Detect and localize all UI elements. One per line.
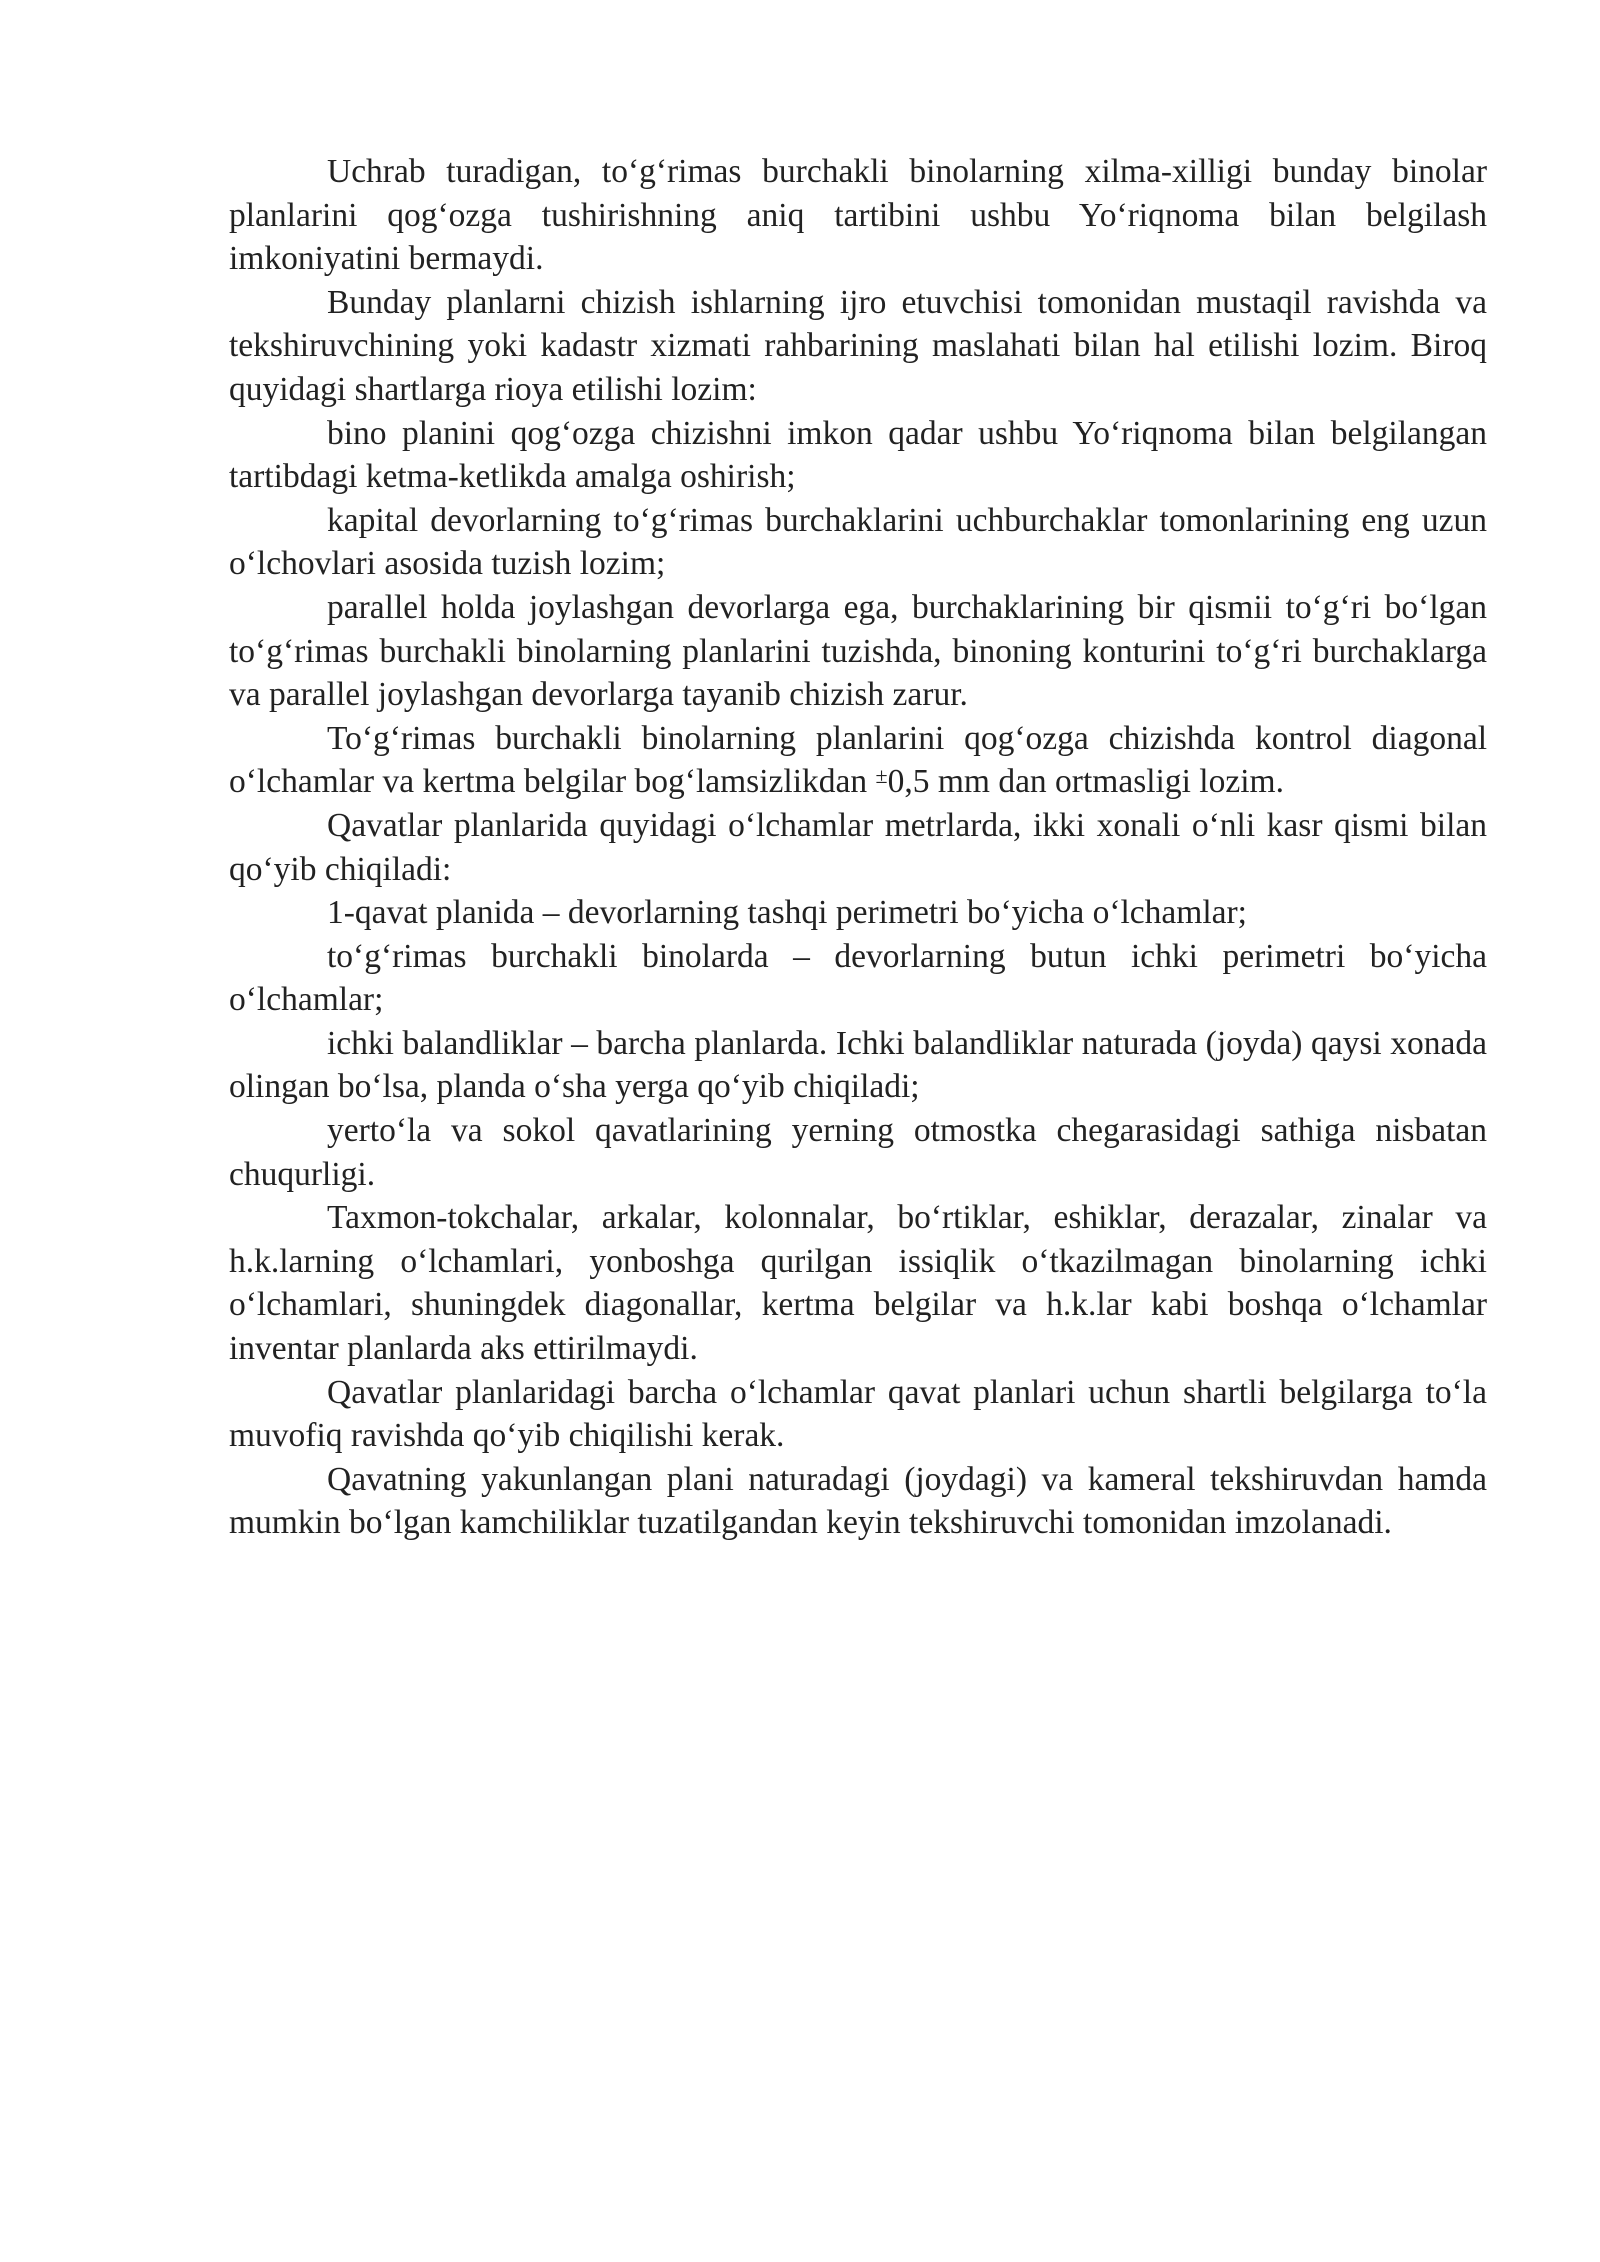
- paragraph: bino planini qog‘ozga chizishni imkon qadar ushbu Yo‘riqnoma bilan belgilangan tartibdagi ketma-ketlikda amalga oshirish;: [229, 414, 1487, 496]
- paragraph: Qavatlar planlaridagi barcha o‘lchamlar qavat planlari uchun shartli belgilarga to‘la muvofiq ravishda qo‘yib chiqilishi kerak.: [229, 1373, 1487, 1455]
- paragraph: yerto‘la va sokol qavatlarining yerning otmostka chegarasidagi sathiga nisbatan chuqurligi.: [229, 1112, 1487, 1193]
- tolerance-paragraph: [229, 717, 1487, 804]
- paragraph: to‘g‘rimas burchakli binolarda – devorlarning butun ichki perimetri bo‘yicha o‘lchamlar;: [229, 937, 1487, 1019]
- paragraph: ichki balandliklar – barcha planlarda. Ichki balandliklar naturada (joyda) qaysi xonada olingan bo‘lsa, planda o‘sha yerga qo‘yib chiqiladi;: [229, 1024, 1487, 1106]
- paragraph: parallel holda joylashgan devorlarga ega, burchaklarining bir qismii to‘g‘ri bo‘lgan to‘g‘rimas burchakli binolarning planlarini tuzishda, binoning konturini to‘g‘ri burchaklarga va parallel joylashgan devorlarga tayanib chizish zarur.: [229, 588, 1487, 714]
- paragraph: Taxmon-tokchalar, arkalar, kolonnalar, bo‘rtiklar, eshiklar, derazalar, zinalar va h.k.larning o‘lchamlari, yonboshga qurilgan issiqlik o‘tkazilmagan binolarning ichki o‘lchamlari, shuningdek diagonallar, kertma belgilar va h.k.lar kabi boshqa o‘lchamlar inventar planlarda aks ettirilmaydi.: [229, 1199, 1487, 1368]
- paragraph: Bunday planlarni chizish ishlarning ijro etuvchisi tomonidan mustaqil ravishda va tekshiruvchining yoki kadastr xizmati rahbarining maslahati bilan hal etilishi lozim. Biroq quyidagi shartlarga rioya etilishi lozim:: [229, 283, 1487, 408]
- document-page: [229, 150, 1487, 1545]
- paragraph: kapital devorlarning to‘g‘rimas burchaklarini uchburchaklar tomonlarining eng uzun o‘lchovlari asosida tuzish lozim;: [229, 501, 1487, 583]
- paragraph: Qavatning yakunlangan plani naturadagi (joydagi) va kameral tekshiruvdan hamda mumkin bo‘lgan kamchiliklar tuzatilgandan keyin tekshiruvchi tomonidan imzolanadi.: [229, 1460, 1487, 1542]
- plus-minus-sign: ±: [875, 763, 888, 789]
- tolerance-text-after: 0,5 mm dan ortmasligi lozim.: [887, 763, 1284, 801]
- paragraph: Qavatlar planlarida quyidagi o‘lchamlar metrlarda, ikki xonali o‘nli kasr qismi bilan qo‘yib chiqiladi:: [229, 806, 1487, 888]
- paragraph: Uchrab turadigan, to‘g‘rimas burchakli binolarning xilma-xilligi bunday binolar planlarini qog‘ozga tushirishning aniq tartibini ushbu Yo‘riqnoma bilan belgilash imkoniyatini bermaydi.: [229, 153, 1487, 278]
- tolerance-text-before: To‘g‘rimas burchakli binolarning planlarini qog‘ozga chizishda kontrol diagonal o‘lchamlar va kertma belgilar bog‘lamsizlikdan: [229, 719, 1487, 801]
- paragraph: 1-qavat planida – devorlarning tashqi perimetri bo‘yicha o‘lchamlar;: [327, 894, 1247, 932]
